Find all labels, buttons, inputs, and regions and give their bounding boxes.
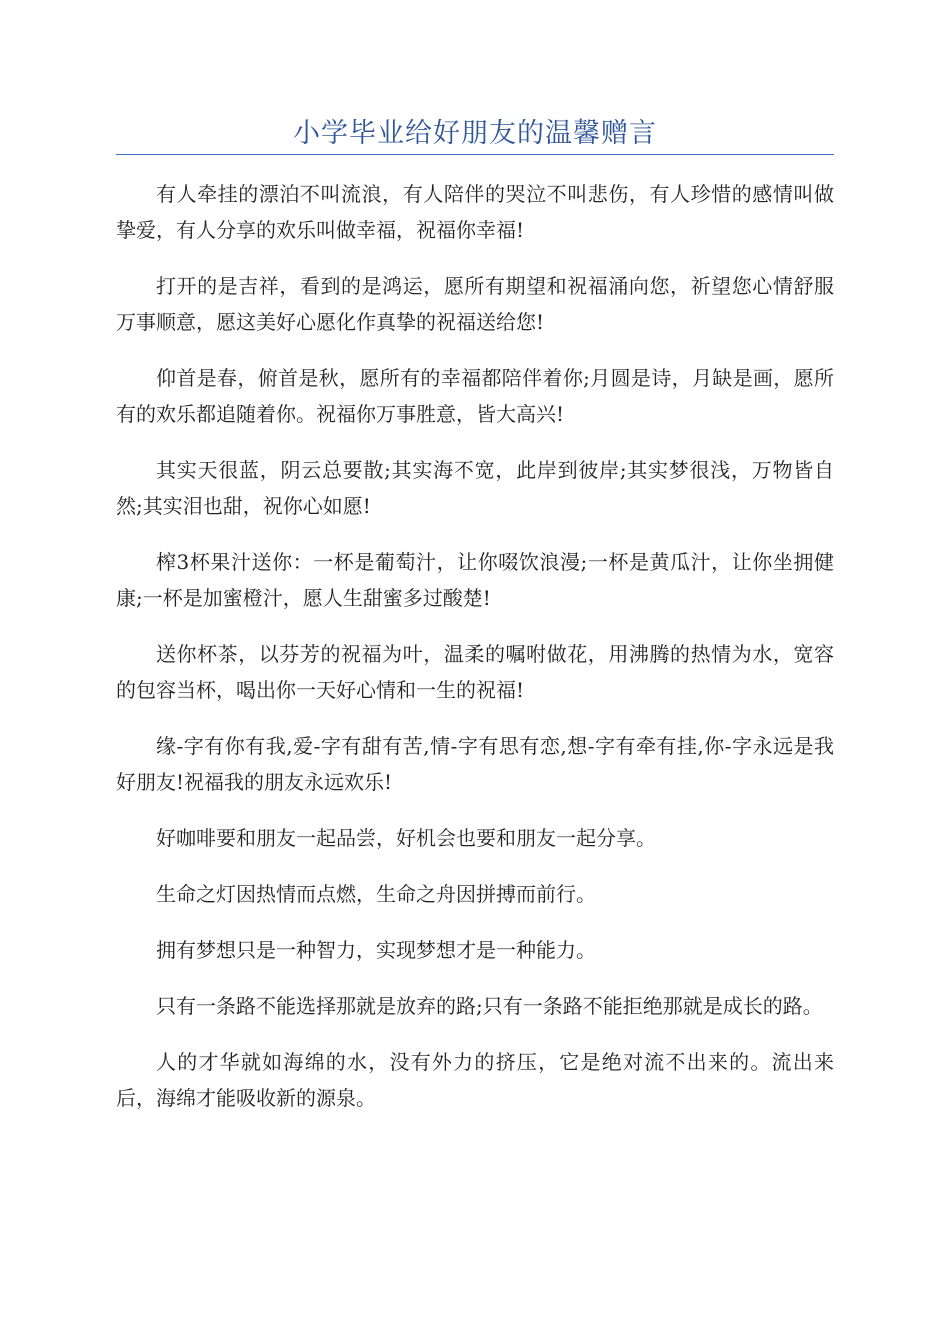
paragraph-11: 只有一条路不能选择那就是放弃的路;只有一条路不能拒绝那就是成长的路。 bbox=[156, 994, 823, 1018]
paragraph-4: 其实天很蓝，阴云总要散;其实海不宽，此岸到彼岸;其实梦很浅，万物皆自然;其实泪也甜，祝你心如愿! bbox=[116, 458, 834, 518]
paragraph-8: 好咖啡要和朋友一起品尝，好机会也要和朋友一起分享。 bbox=[156, 826, 656, 850]
document-title: 小学毕业给好朋友的温馨赠言 bbox=[293, 118, 657, 149]
paragraph-7: 缘-字有你有我,爱-字有甜有苦,情-字有思有恋,想-字有牵有挂,你-字永远是我好朋友!祝福我的朋友永远欢乐! bbox=[116, 734, 834, 794]
paragraph-2: 打开的是吉祥，看到的是鸿运，愿所有期望和祝福涌向您，祈望您心情舒服万事顺意，愿这美好心愿化作真挚的祝福送给您! bbox=[116, 274, 834, 334]
paragraph-9: 生命之灯因热情而点燃，生命之舟因拼搏而前行。 bbox=[156, 882, 596, 906]
paragraph-1: 有人牵挂的漂泊不叫流浪，有人陪伴的哭泣不叫悲伤，有人珍惜的感情叫做挚爱，有人分享的欢乐叫做幸福，祝福你幸福! bbox=[116, 182, 834, 242]
document-body bbox=[116, 176, 834, 1136]
title-underline bbox=[116, 154, 834, 155]
paragraph-6: 送你杯茶，以芬芳的祝福为叶，温柔的嘱咐做花，用沸腾的热情为水，宽容的包容当杯，喝出你一天好心情和一生的祝福! bbox=[116, 642, 834, 702]
paragraph-12: 人的才华就如海绵的水，没有外力的挤压，它是绝对流不出来的。流出来后，海绵才能吸收新的源泉。 bbox=[116, 1050, 834, 1110]
paragraph-10: 拥有梦想只是一种智力，实现梦想才是一种能力。 bbox=[156, 938, 596, 962]
paragraph-3: 仰首是春，俯首是秋，愿所有的幸福都陪伴着你;月圆是诗，月缺是画，愿所有的欢乐都追随着你。祝福你万事胜意，皆大高兴! bbox=[116, 366, 834, 426]
paragraph-5: 榨3杯果汁送你：一杯是葡萄汁，让你啜饮浪漫;一杯是黄瓜汁，让你坐拥健康;一杯是加蜜橙汁，愿人生甜蜜多过酸楚! bbox=[116, 550, 834, 610]
